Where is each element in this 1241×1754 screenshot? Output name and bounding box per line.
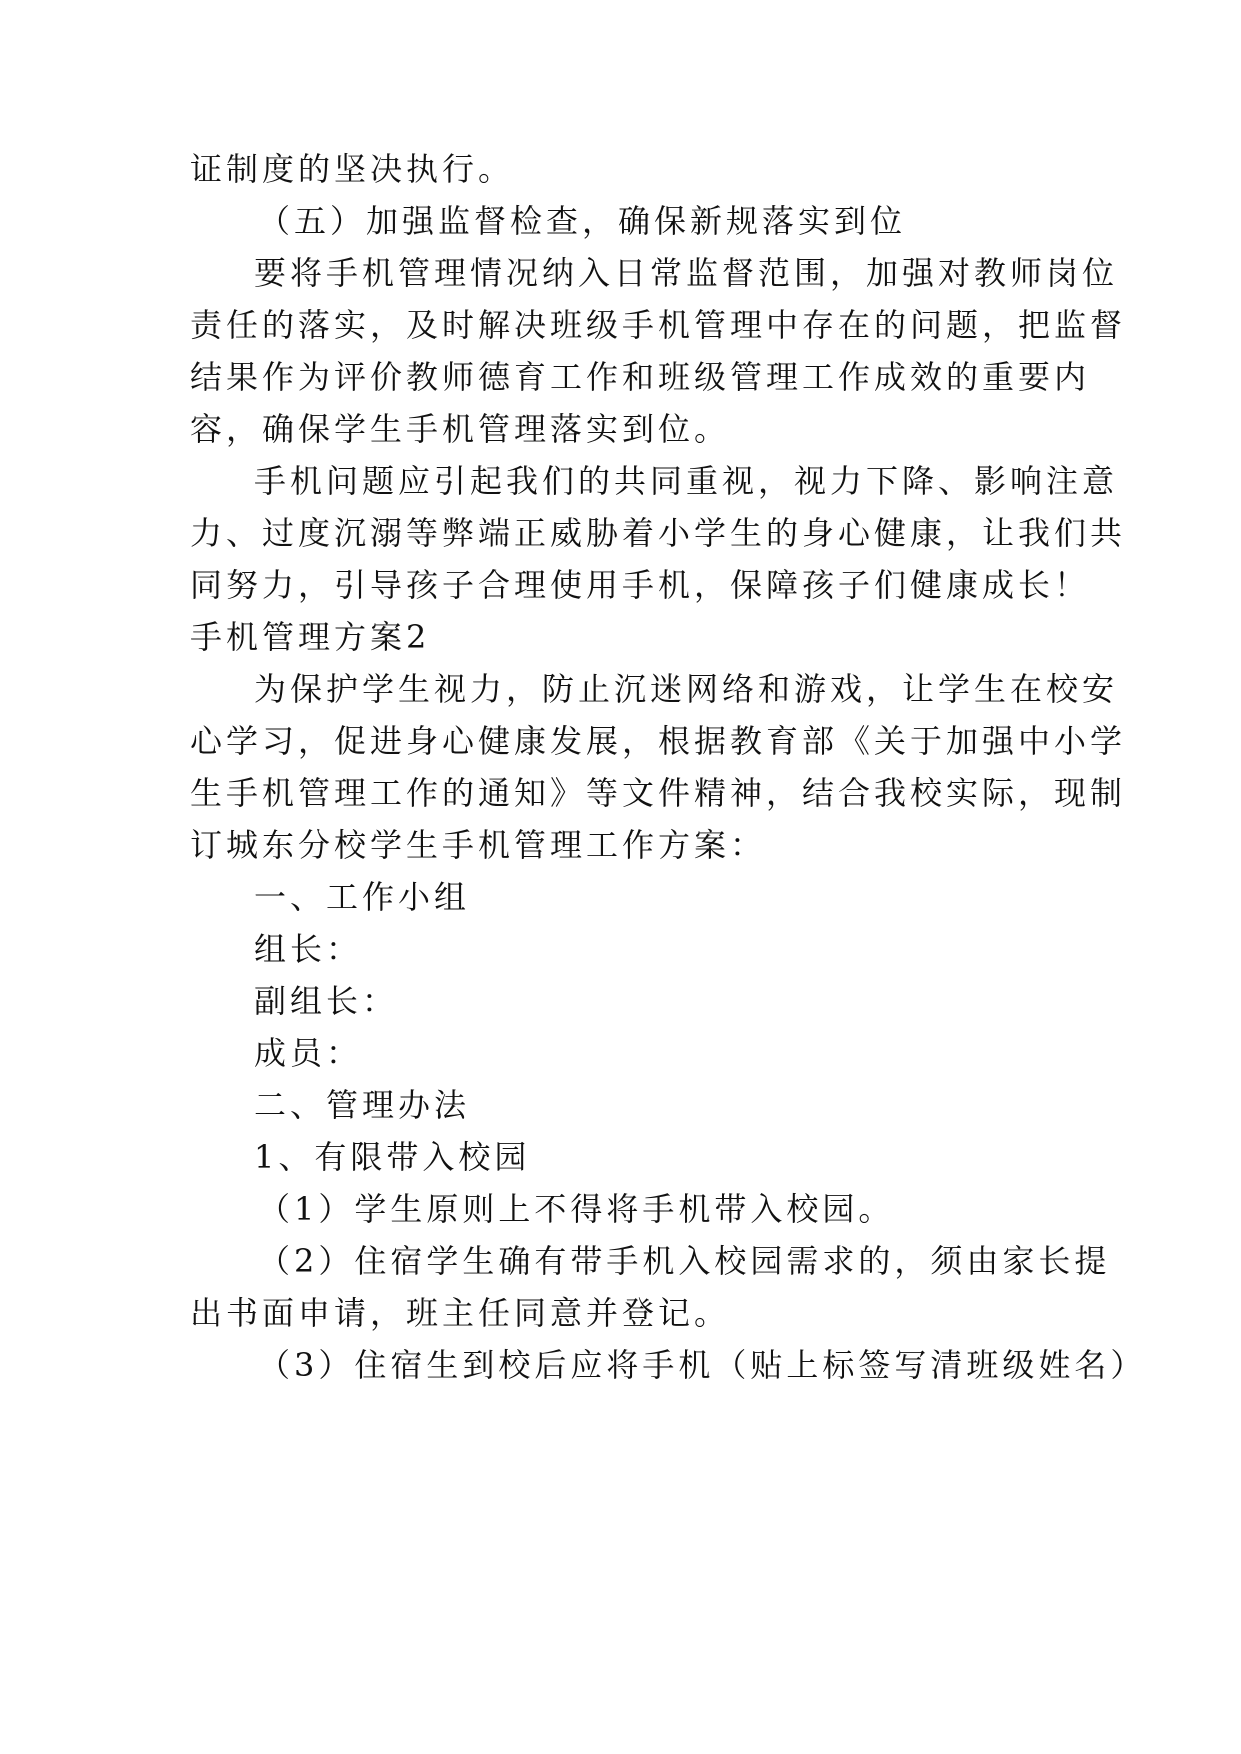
section-heading: 一、工作小组 xyxy=(254,878,471,916)
text-line: 成员： xyxy=(254,1034,363,1072)
text-line: 生手机管理工作的通知》等文件精神，结合我校实际，现制 xyxy=(190,774,1127,812)
text-line: 出书面申请，班主任同意并登记。 xyxy=(190,1294,731,1332)
document-title: 手机管理方案2 xyxy=(190,618,431,656)
text-line: 容，确保学生手机管理落实到位。 xyxy=(190,410,731,448)
text-line: 责任的落实，及时解决班级手机管理中存在的问题，把监督 xyxy=(190,306,1127,344)
text-line: （2）住宿学生确有带手机入校园需求的，须由家长提 xyxy=(258,1242,1111,1280)
text-line: 心学习，促进身心健康发展，根据教育部《关于加强中小学 xyxy=(190,722,1127,760)
text-line: 副组长： xyxy=(254,982,399,1020)
text-line: 要将手机管理情况纳入日常监督范围，加强对教师岗位 xyxy=(254,254,1119,292)
text-line: 组长： xyxy=(254,930,363,968)
text-line: 力、过度沉溺等弊端正威胁着小学生的身心健康，让我们共 xyxy=(190,514,1127,552)
text-line: 为保护学生视力，防止沉迷网络和游戏，让学生在校安 xyxy=(254,670,1119,708)
subsection-heading: 1、有限带入校园 xyxy=(254,1138,531,1176)
text-line: 手机问题应引起我们的共同重视，视力下降、影响注意 xyxy=(254,462,1119,500)
text-line: 订城东分校学生手机管理工作方案： xyxy=(190,826,767,864)
text-line: （1）学生原则上不得将手机带入校园。 xyxy=(258,1190,895,1228)
section-heading: （五）加强监督检查，确保新规落实到位 xyxy=(258,202,907,240)
text-line: 结果作为评价教师德育工作和班级管理工作成效的重要内 xyxy=(190,358,1091,396)
section-heading: 二、管理办法 xyxy=(254,1086,471,1124)
text-line: 同努力，引导孩子合理使用手机，保障孩子们健康成长！ xyxy=(190,566,1091,604)
text-line: 证制度的坚决执行。 xyxy=(190,150,515,188)
text-line: （3）住宿生到校后应将手机（贴上标签写清班级姓名） xyxy=(258,1346,1147,1384)
